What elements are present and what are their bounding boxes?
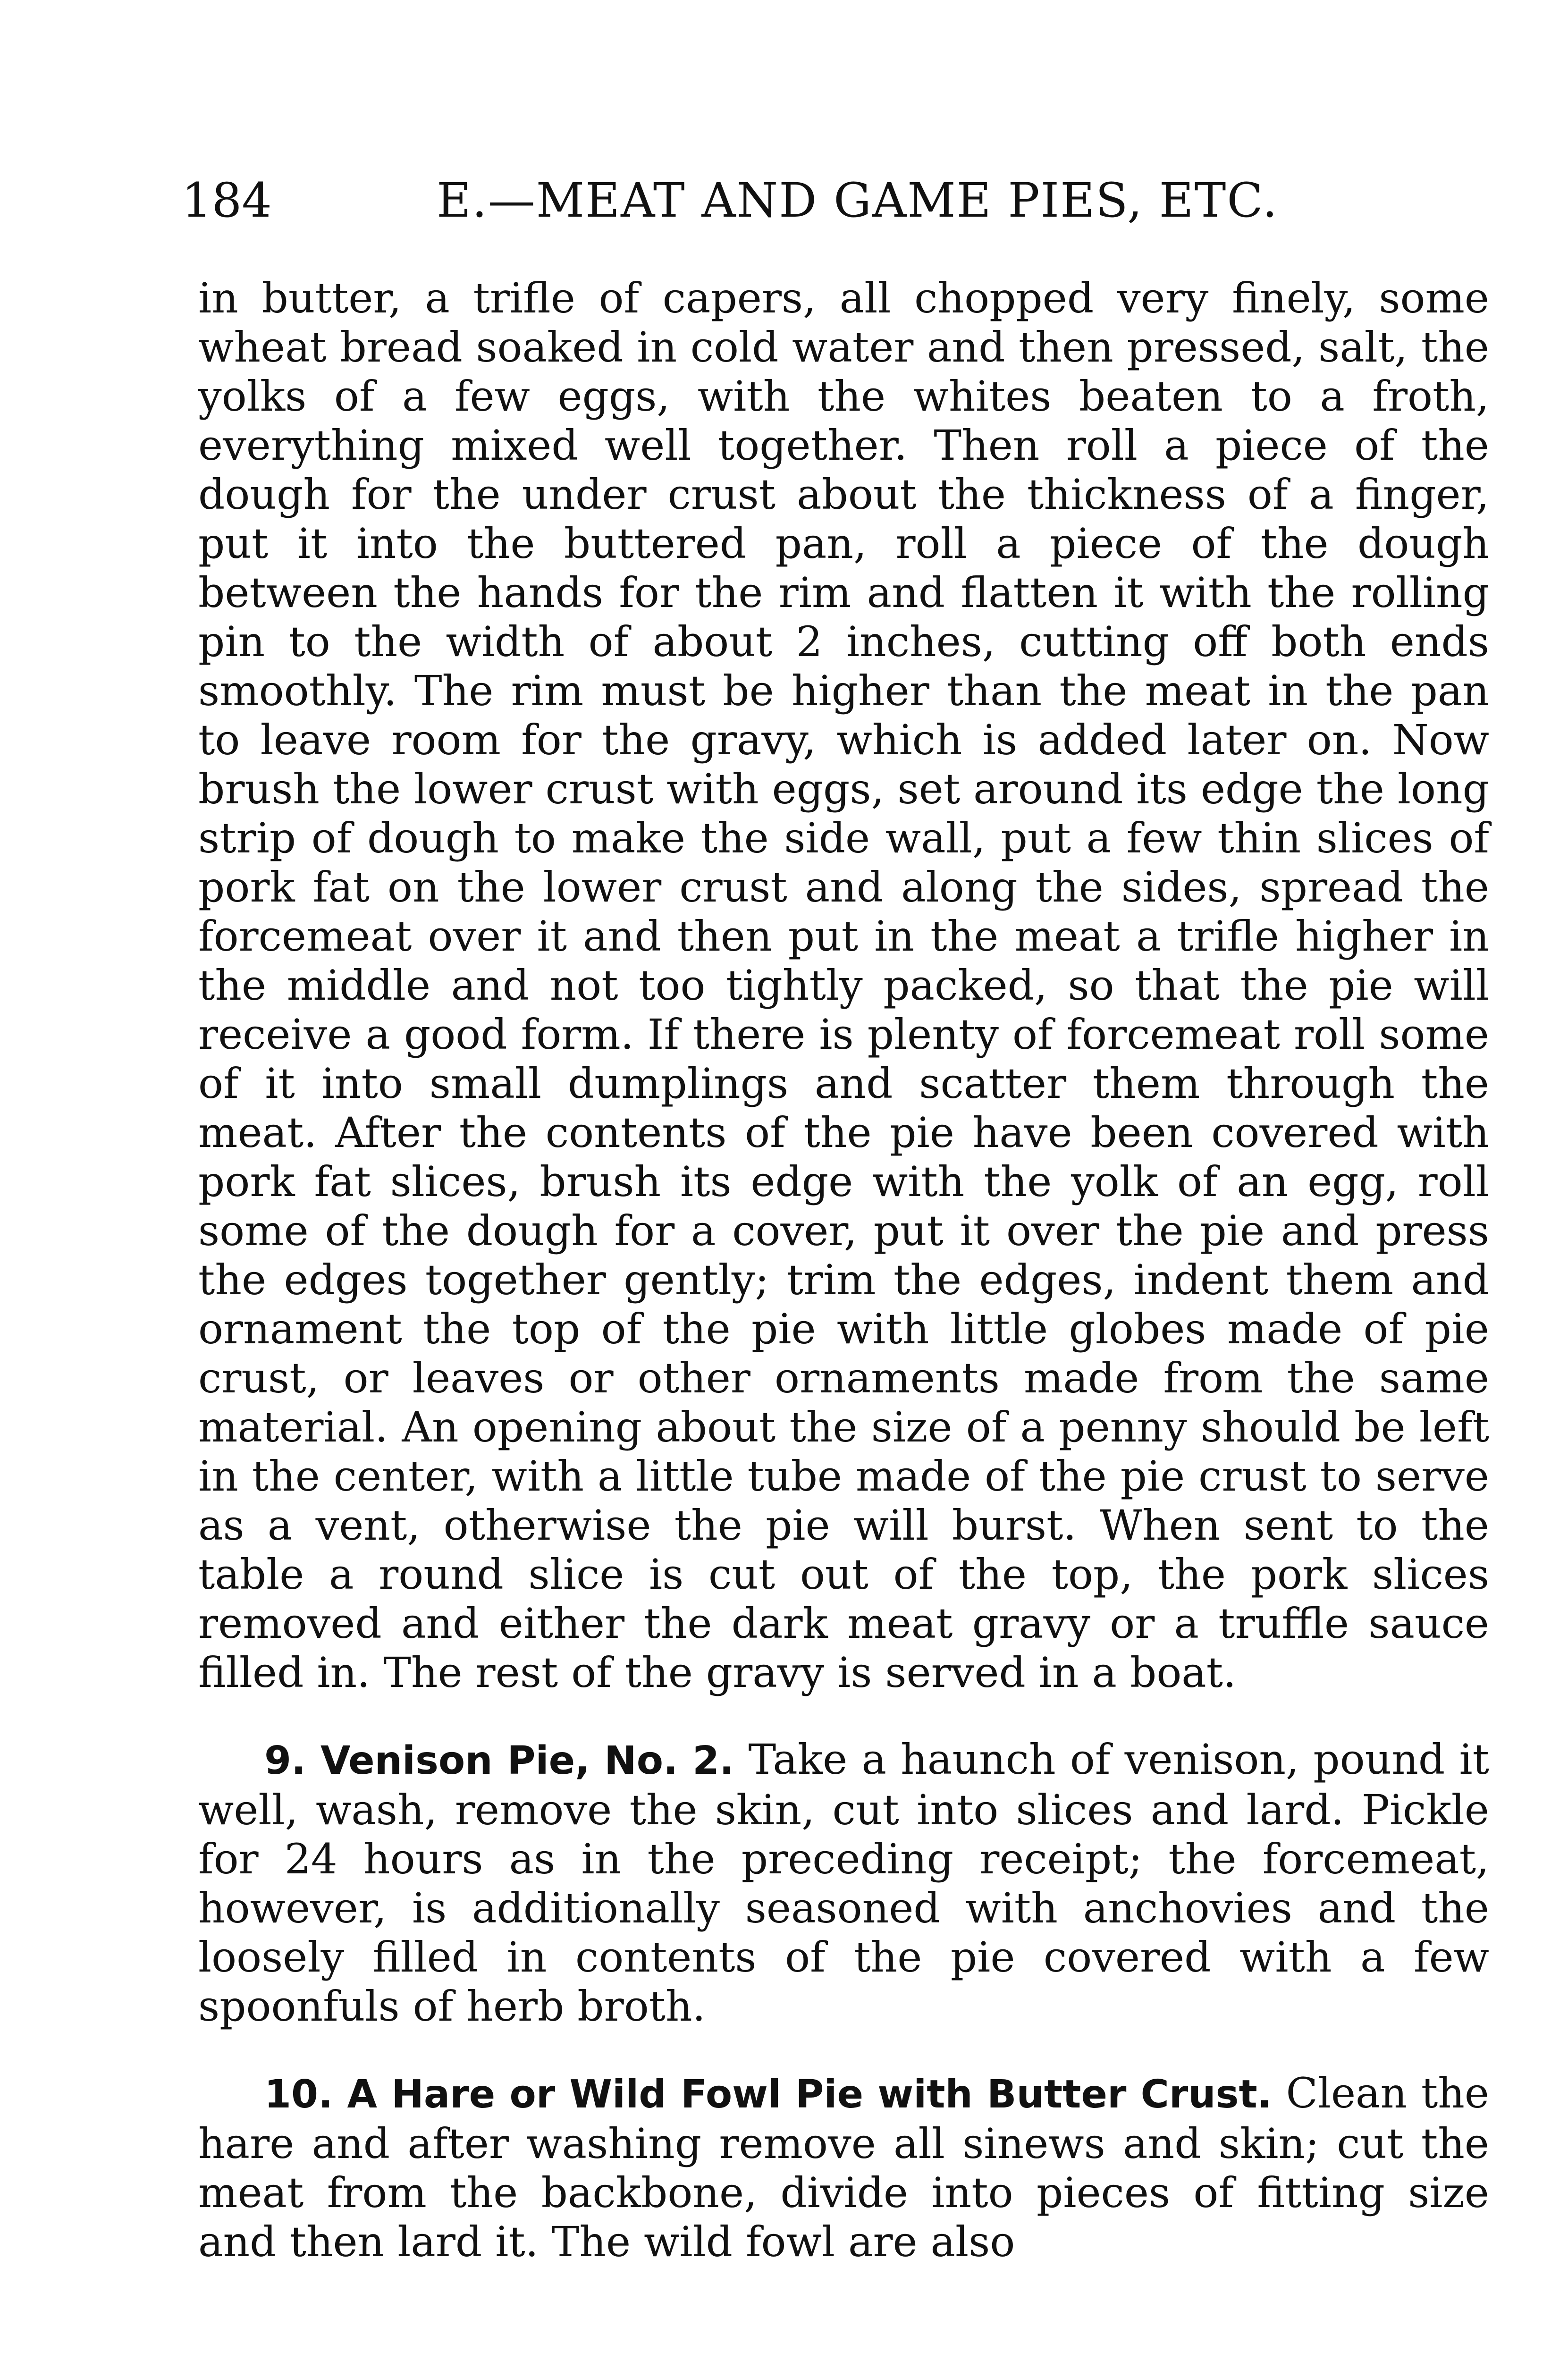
- recipe-10-paragraph: [198, 2069, 1489, 2267]
- recipe-9-paragraph: [198, 1735, 1489, 2031]
- page-number: 184: [182, 173, 272, 228]
- page-body: [198, 274, 1489, 2267]
- running-head: E.—MEAT AND GAME PIES, ETC.: [437, 173, 1279, 228]
- continuation-paragraph: in butter, a trifle of capers, all chopped very finely, some wheat bread soaked in cold water and then pressed, salt, the yolks of a few eggs, with the whites beaten to a froth, everything mixed well together. Then roll a piece of the dough for the under crust about the thickness of a finger, put it into the buttered pan, roll a piece of the dough between the hands for the rim and flatten it with the rolling pin to the width of about 2 inches, cutting off both ends smoothly. The rim must be higher than the meat in the pan to leave room for the gravy, which is added later on. Now brush the lower crust with eggs, set around its edge the long strip of dough to make the side wall, put a few thin slices of pork fat on the lower crust and along the sides, spread the forcemeat over it and then put in the meat a trifle higher in the middle and not too tightly packed, so that the pie will receive a good form. If there is plenty of forcemeat roll some of it into small dumplings and scatter them through the meat. After the contents of the pie have been covered with pork fat slices, brush its edge with the yolk of an egg, roll some of the dough for a cover, put it over the pie and press the edges together gently; trim the edges, indent them and ornament the top of the pie with little globes made of pie crust, or leaves or other ornaments made from the same material. An opening about the size of a penny should be left in the center, with a little tube made of the pie crust to serve as a vent, otherwise the pie will burst. When sent to the table a round slice is cut out of the top, the pork slices removed and either the dark meat gravy or a truffle sauce filled in. The rest of the gravy is served in a boat.: [198, 274, 1489, 1697]
- page-header: [182, 172, 1456, 229]
- recipe-9-text: Take a haunch of venison, pound it well, wash, remove the skin, cut into slices and lard. Pickle for 24 hours as in the preceding receipt; the forcemeat, however, is additionally seasoned with anchovies and the loosely filled in contents of the pie covered with a few spoonfuls of herb broth.: [198, 1735, 1489, 2031]
- recipe-10-title: 10. A Hare or Wild Fowl Pie with Butter Crust.: [264, 2072, 1272, 2117]
- recipe-9-title: 9. Venison Pie, No. 2.: [264, 1738, 734, 1783]
- recipe-10-text: Clean the hare and after washing remove all sinews and skin; cut the meat from the backbone, divide into pieces of fitting size and then lard it. The wild fowl are also: [198, 2069, 1489, 2266]
